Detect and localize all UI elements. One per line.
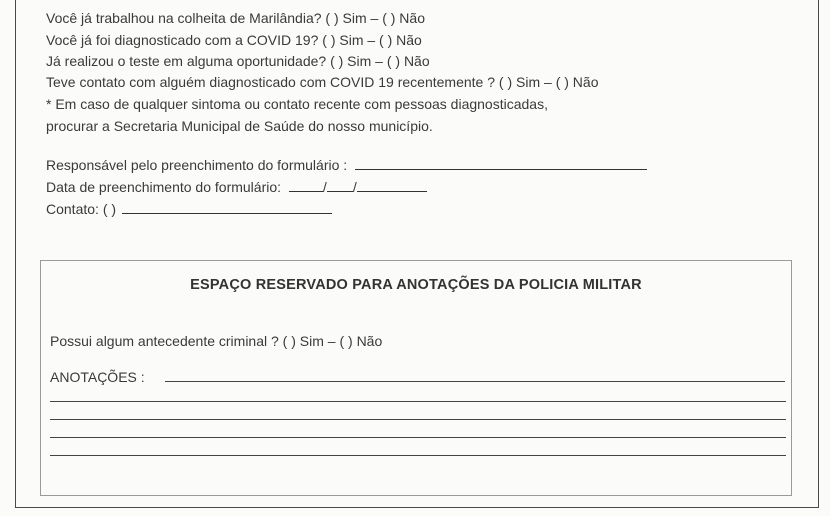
date-separator: / [352,179,357,195]
date-separator: / [322,179,327,195]
responsible-input-line[interactable] [355,157,647,170]
notes-line[interactable] [165,381,785,382]
date-row [46,179,427,196]
question-test: Já realizou o teste em alguma oportunidade? ( ) Sim – ( ) Não [46,53,430,69]
question-covid-diagnosis: Você já foi diagnosticado com a COVID 19? ( ) Sim – ( ) Não [46,32,422,48]
notes-line[interactable] [50,401,786,402]
date-day-line[interactable] [289,179,323,192]
police-section [40,260,792,496]
notes-label: ANOTAÇÕES : [50,369,145,385]
date-label: Data de preenchimento do formulário: [46,179,282,195]
notes-line[interactable] [50,419,786,420]
notes-line[interactable] [50,437,786,438]
date-year-line[interactable] [357,179,427,192]
contact-input-line[interactable] [122,201,332,214]
notes-line[interactable] [50,455,786,456]
notes-row [50,369,145,385]
police-section-title: ESPAÇO RESERVADO PARA ANOTAÇÕES DA POLICIA MILITAR [190,277,642,293]
responsible-row [46,157,647,174]
responsible-label: Responsável pelo preenchimento do formulário : [46,157,348,173]
notice-line-1: * Em caso de qualquer sintoma ou contato recente com pessoas diagnosticadas, [46,96,548,112]
contact-label: Contato: ( ) [46,201,117,217]
criminal-record-question: Possui algum antecedente criminal ? ( ) Sim – ( ) Não [50,333,383,349]
date-month-line[interactable] [327,179,353,192]
contact-row [46,201,332,218]
question-colheita: Você já trabalhou na colheita de Marilândia? ( ) Sim – ( ) Não [46,10,425,26]
notice-line-2: procurar a Secretaria Municipal de Saúde do nosso município. [46,118,433,134]
question-contact: Teve contato com alguém diagnosticado com COVID 19 recentemente ? ( ) Sim – ( ) Não [46,74,599,90]
